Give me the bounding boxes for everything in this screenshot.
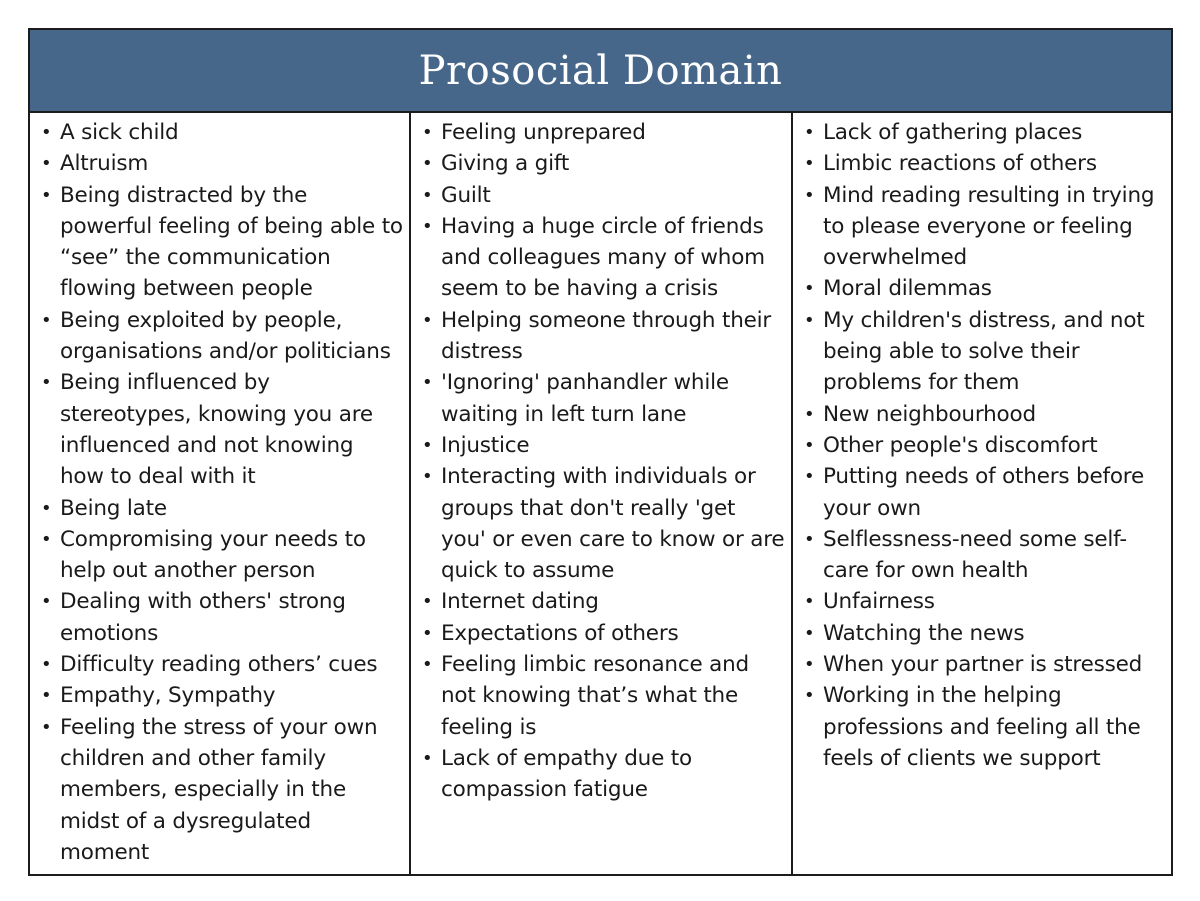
list-item: • Being late	[41, 495, 167, 521]
prosocial-domain-table	[28, 28, 1173, 876]
list-item: • Lack of empathy due to compassion fatigue	[422, 745, 692, 803]
list-item: • Dealing with others' strong emotions	[41, 589, 346, 646]
list-item: • Moral dilemmas	[804, 276, 992, 302]
list-item: • New neighbourhood	[804, 401, 1036, 427]
list-item: • When your partner is stressed	[804, 652, 1143, 678]
list-item: • Lack of gathering places	[804, 120, 1083, 145]
column-1-list	[38, 117, 403, 868]
list-item: • Having a huge circle of friends and colleagues many of whom seem to be having a crisis	[422, 213, 765, 302]
list-item: • Difficulty reading others’ cues	[41, 652, 378, 678]
list-item: • Being exploited by people, organisations and/or politicians	[41, 307, 391, 365]
column-1	[30, 113, 411, 874]
list-item: • Empathy, Sympathy	[41, 683, 276, 709]
list-item: • Expectations of others	[422, 620, 679, 646]
list-item: • Feeling limbic resonance and not knowing that’s what the feeling is	[422, 652, 749, 740]
table-header	[30, 30, 1171, 113]
column-3-list	[801, 117, 1165, 774]
list-item: • Giving a gift	[422, 151, 570, 177]
column-2	[411, 113, 793, 874]
list-item: • Internet dating	[422, 589, 599, 615]
list-item: • Working in the helping professions and feeling all the feels of clients we support	[804, 683, 1141, 771]
list-item: • Being influenced by stereotypes, knowing you are influenced and not knowing how to deal with it	[41, 370, 373, 490]
list-item: • Putting needs of others before your own	[804, 464, 1144, 521]
list-item: • Unfairness	[804, 589, 935, 615]
list-item: • Being distracted by the powerful feeling of being able to “see” the communication flowing between people	[41, 182, 403, 302]
list-item: • 'Ignoring' panhandler while waiting in left turn lane	[422, 370, 729, 427]
column-3	[793, 113, 1171, 874]
list-item: • Feeling unprepared	[422, 120, 646, 145]
list-item: • Guilt	[422, 182, 491, 208]
list-item: • Compromising your needs to help out another person	[41, 526, 366, 584]
list-item: • Watching the news	[804, 620, 1025, 646]
list-item: • Limbic reactions of others	[804, 151, 1097, 177]
list-item: • Feeling the stress of your own children and other family members, especially in the midst of a dysregulated moment	[41, 714, 378, 865]
list-item: • A sick child	[41, 120, 179, 145]
list-item: • My children's distress, and not being able to solve their problems for them	[804, 307, 1145, 396]
list-item: • Altruism	[41, 151, 149, 177]
list-item: • Interacting with individuals or groups that don't really 'get you' or even care to know or are quick to assume	[422, 464, 785, 584]
column-2-list	[419, 117, 785, 806]
list-item: • Other people's discomfort	[804, 432, 1098, 458]
table-columns	[30, 113, 1171, 874]
table-title: Prosocial Domain	[418, 47, 783, 94]
list-item: • Helping someone through their distress	[422, 307, 772, 365]
list-item: • Mind reading resulting in trying to please everyone or feeling overwhelmed	[804, 182, 1155, 271]
list-item: • Selflessness-need some self-care for own health	[804, 526, 1127, 584]
list-item: • Injustice	[422, 432, 530, 458]
